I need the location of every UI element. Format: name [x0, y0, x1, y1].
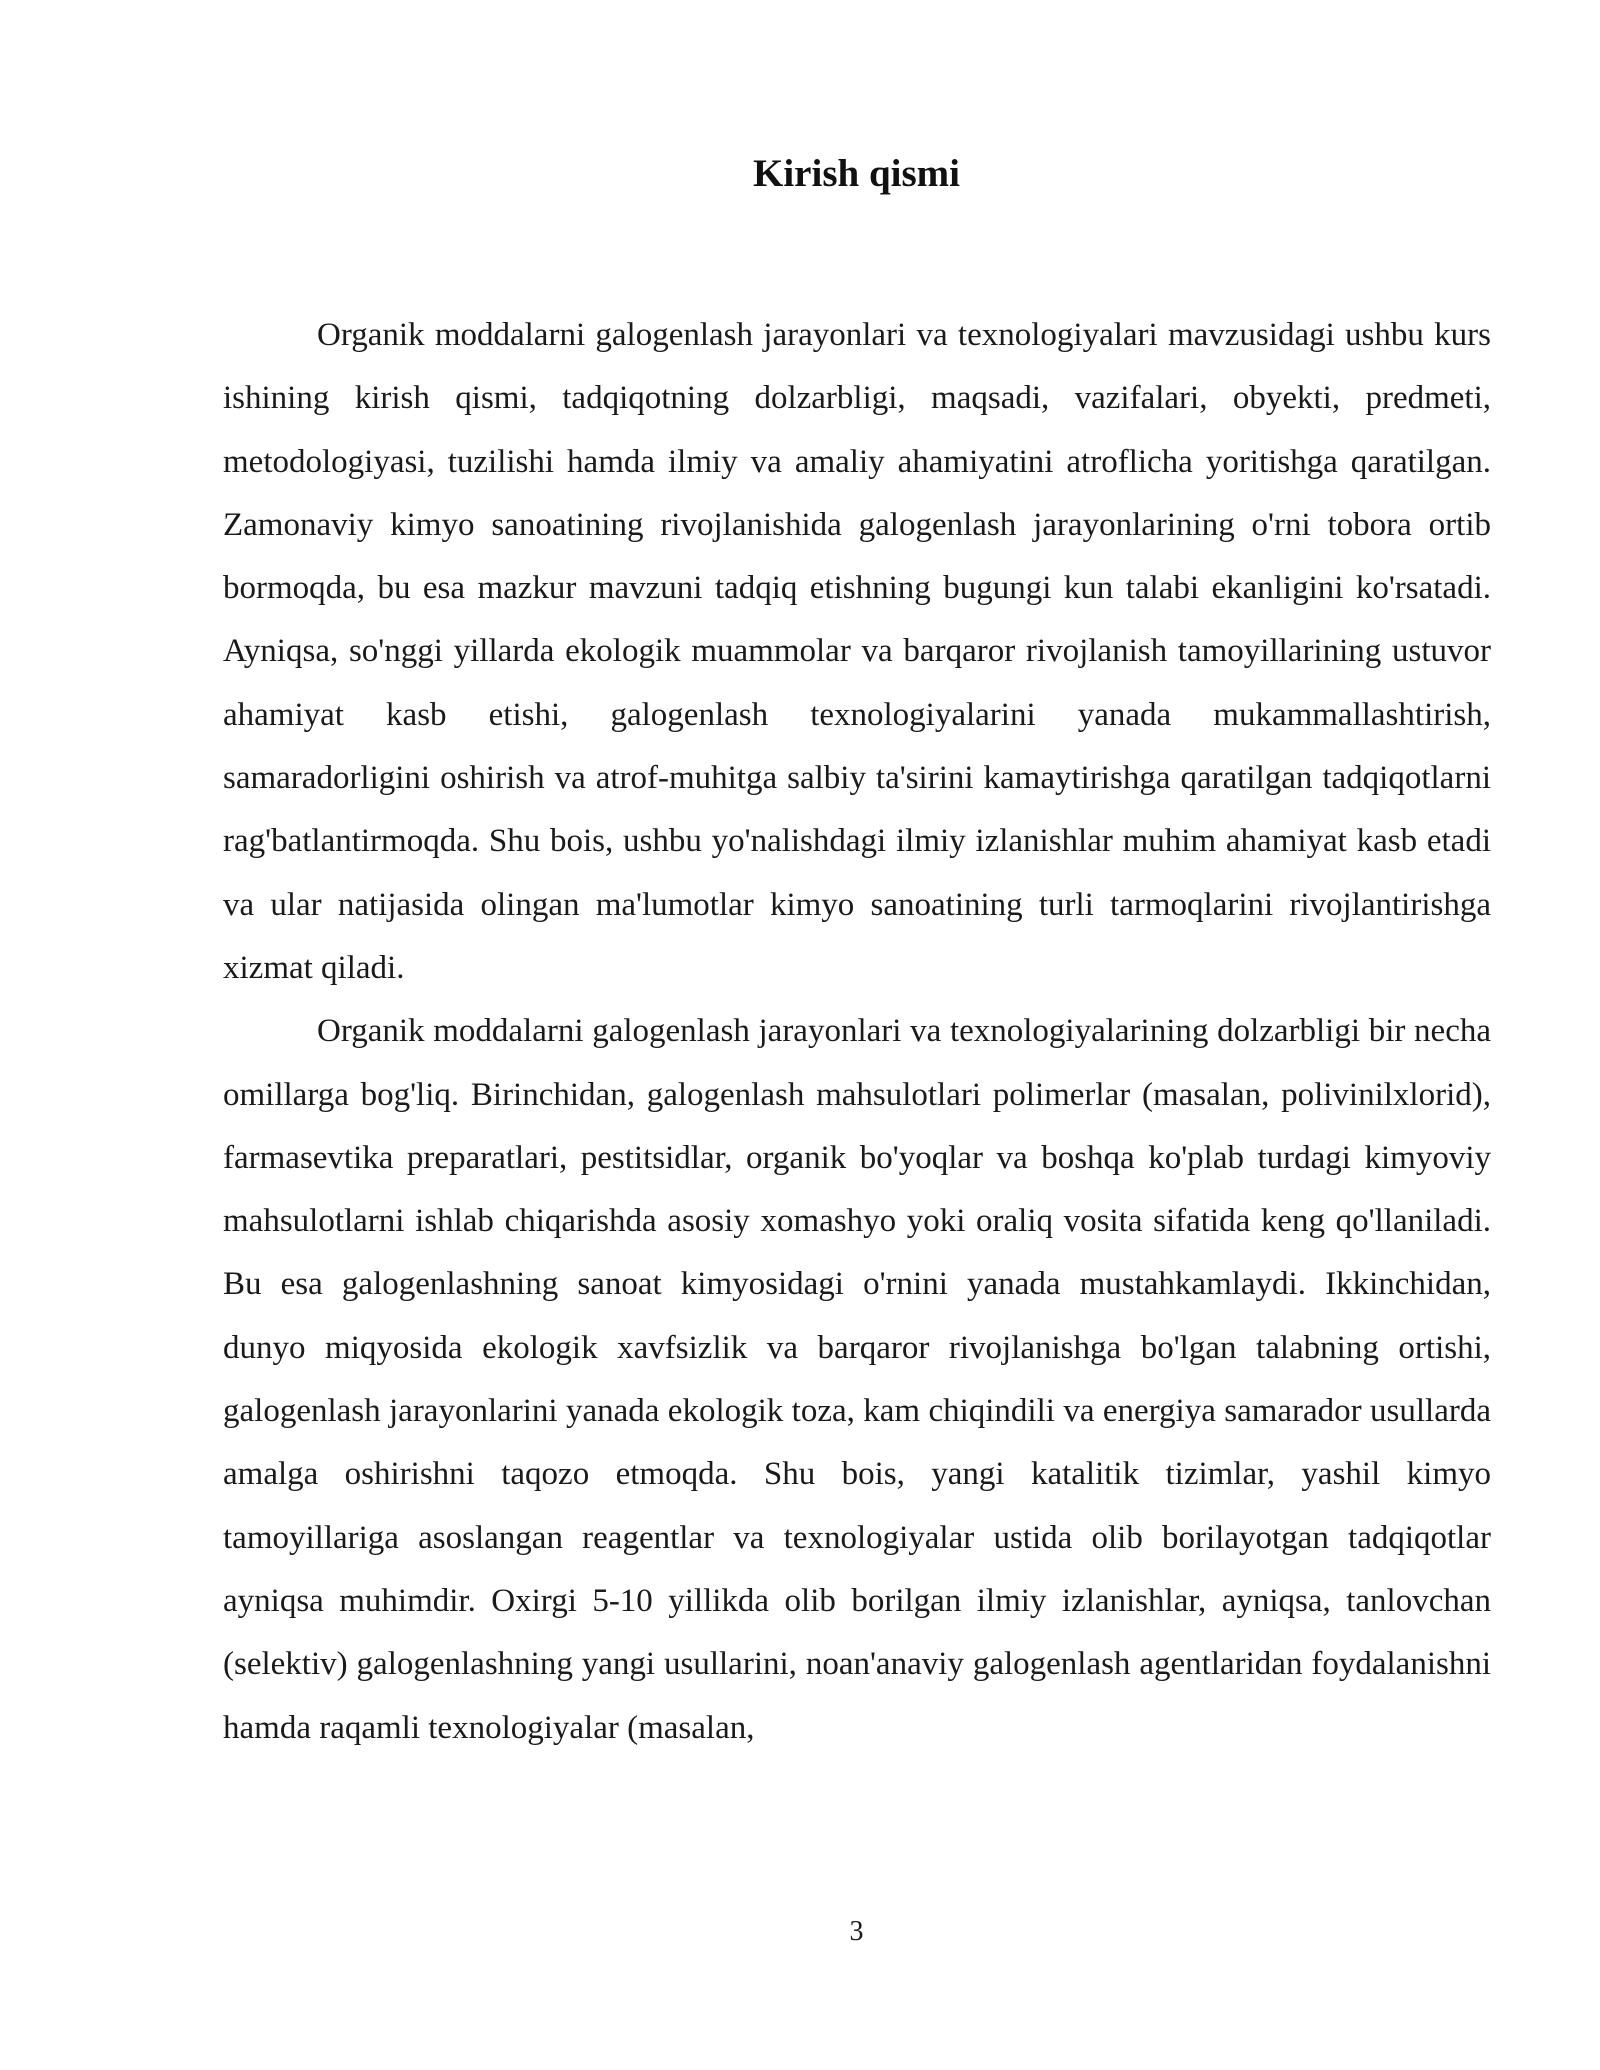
- body-text: [223, 304, 1491, 1760]
- page-title: Kirish qismi: [753, 152, 960, 195]
- paragraph-1: Organik moddalarni galogenlash jarayonlari va texnologiyalari mavzusidagi ushbu kurs ishining kirish qismi, tadqiqotning dolzarbligi, maqsadi, vazifalari, obyekti, predmeti, metodologiyasi, tuzilishi hamda ilmiy va amaliy ahamiyatini atroflicha yoritishga qaratilgan. Zamonaviy kimyo sanoatining rivojlanishida galogenlash jarayonlarining o'rni tobora ortib bormoqda, bu esa mazkur mavzuni tadqiq etishning bugungi kun talabi ekanligini ko'rsatadi. Ayniqsa, so'nggi yillarda ekologik muammolar va barqaror rivojlanish tamoyillarining ustuvor ahamiyat kasb etishi, galogenlash texnologiyalarini yanada mukammallashtirish, samaradorligini oshirish va atrof-muhitga salbiy ta'sirini kamaytirishga qaratilgan tadqiqotlarni rag'batlantirmoqda. Shu bois, ushbu yo'nalishdagi ilmiy izlanishlar muhim ahamiyat kasb etadi va ular natijasida olingan ma'lumotlar kimyo sanoatining turli tarmoqlarini rivojlantirishga xizmat qiladi.: [223, 317, 1491, 986]
- page-number: 3: [849, 1916, 864, 1947]
- paragraph-2: Organik moddalarni galogenlash jarayonlari va texnologiyalarining dolzarbligi bir necha omillarga bog'liq. Birinchidan, galogenlash mahsulotlari polimerlar (masalan, polivinilxlorid), farmasevtika preparatlari, pestitsidlar, organik bo'yoqlar va boshqa ko'plab turdagi kimyoviy mahsulotlarni ishlab chiqarishda asosiy xomashyo yoki oraliq vosita sifatida keng qo'llaniladi. Bu esa galogenlashning sanoat kimyosidagi o'rnini yanada mustahkamlaydi. Ikkinchidan, dunyo miqyosida ekologik xavfsizlik va barqaror rivojlanishga bo'lgan talabning ortishi, galogenlash jarayonlarini yanada ekologik toza, kam chiqindili va energiya samarador usullarda amalga oshirishni taqozo etmoqda. Shu bois, yangi katalitik tizimlar, yashil kimyo tamoyillariga asoslangan reagentlar va texnologiyalar ustida olib borilayotgan tadqiqotlar ayniqsa muhimdir. Oxirgi 5-10 yillikda olib borilgan ilmiy izlanishlar, ayniqsa, tanlovchan (selektiv) galogenlashning yangi usullarini, noan'anaviy galogenlash agentlaridan foydalanishni hamda raqamli texnologiyalar (masalan,: [223, 1013, 1491, 1746]
